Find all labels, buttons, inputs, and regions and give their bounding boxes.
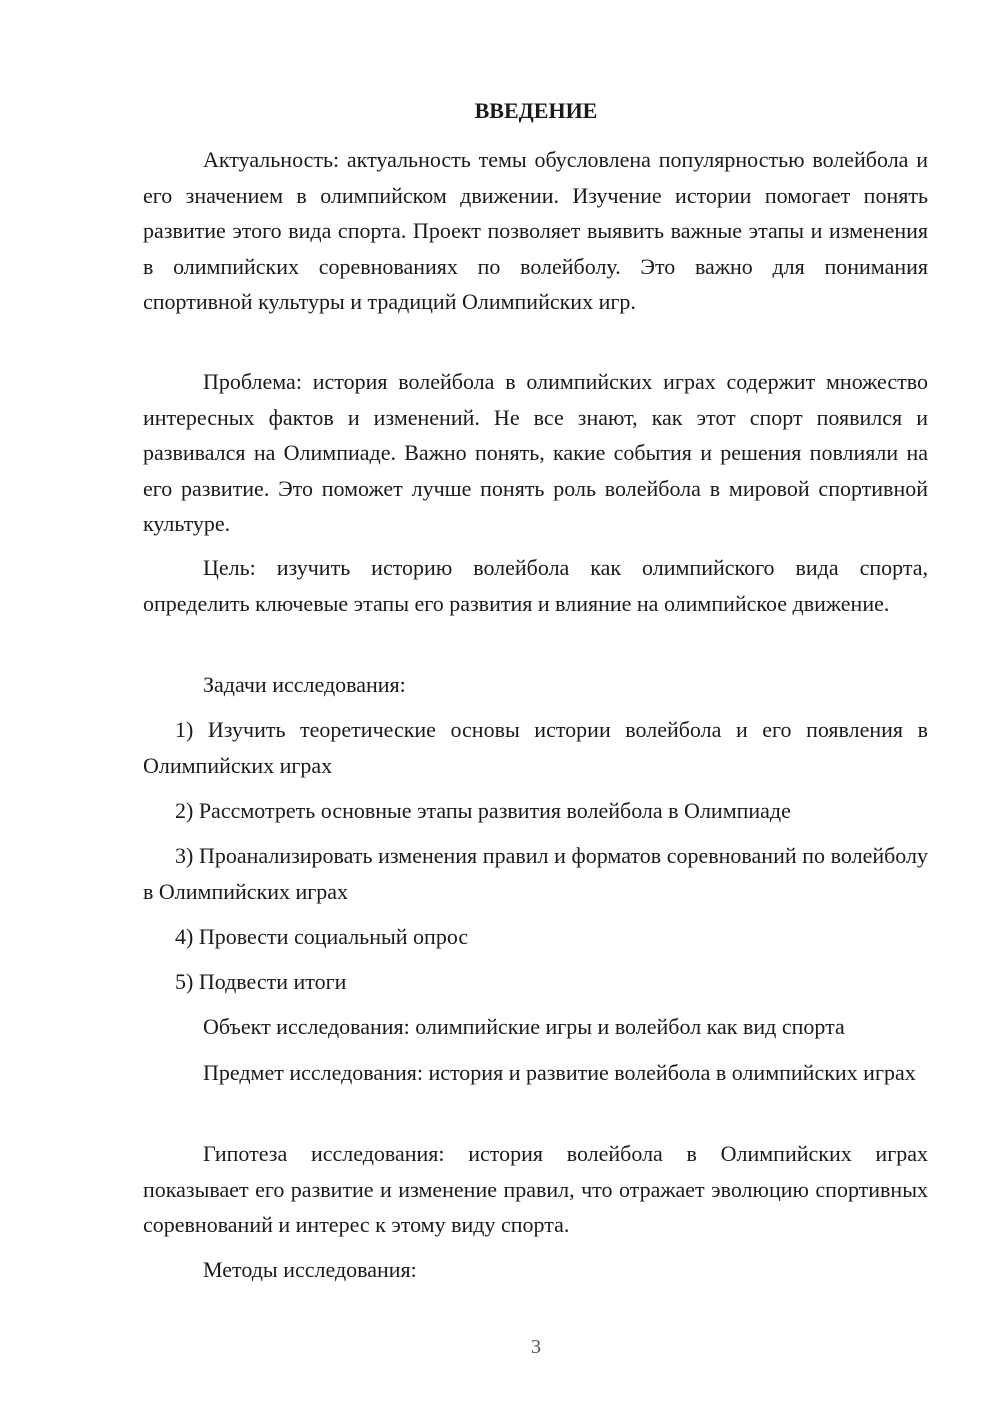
methods-heading: Методы исследования: [203,1257,417,1282]
tasks-heading: Задачи исследования: [203,672,406,697]
problem-paragraph: Проблема: история волейбола в олимпийских играх содержит множество интересных фактов и изменений. Не все знают, как этот спорт появился и развивался на Олимпиаде. Важно понять, какие события и решения повлияли на его развитие. Это поможет лучше понять роль волейбола в мировой спортивной культуре. [143,369,928,536]
page-title: ВВЕДЕНИЕ [474,98,598,123]
relevance-paragraph: Актуальность: актуальность темы обусловлена популярностью волейбола и его значением в олимпийском движении. Изучение истории помогает понять развитие этого вида спорта. Проект позволяет выявить важные этапы и изменения в олимпийских соревнованиях по волейболу. Это важно для понимания спортивной культуры и традиций Олимпийских игр. [143,147,928,314]
object-paragraph: Объект исследования: олимпийские игры и волейбол как вид спорта [203,1014,845,1039]
subject-paragraph: Предмет исследования: история и развитие волейбола в олимпийских играх [203,1060,916,1085]
task-item-1: 1) Изучить теоретические основы истории волейбола и его появления в Олимпийских играх [143,717,928,778]
task-item-5: 5) Подвести итоги [175,969,347,994]
task-item-4: 4) Провести социальный опрос [175,924,469,949]
page-number: 3 [531,1336,541,1358]
goal-paragraph: Цель: изучить историю волейбола как олимпийского вида спорта, определить ключевые этапы его развития и влияние на олимпийское движение. [143,555,928,616]
task-item-2: 2) Рассмотреть основные этапы развития волейбола в Олимпиаде [175,798,791,823]
task-item-3: 3) Проанализировать изменения правил и форматов соревнований по волейболу в Олимпийских играх [143,843,928,904]
hypothesis-paragraph: Гипотеза исследования: история волейбола в Олимпийских играх показывает его развитие и изменение правил, что отражает эволюцию спортивных соревнований и интерес к этому виду спорта. [143,1141,928,1237]
